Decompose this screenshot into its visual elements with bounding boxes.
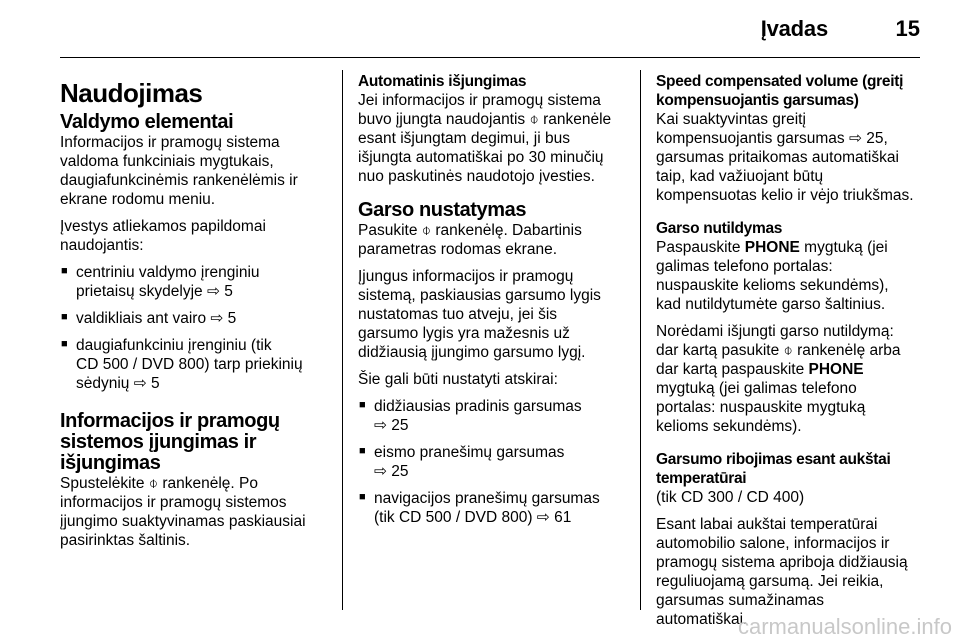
controls-heading: Valdymo elementai — [60, 111, 234, 133]
page-number: 15 — [895, 16, 920, 41]
watermark: carmanualsonline.info — [737, 614, 952, 639]
paragraph: Įjungus informacijos ir pramogų sistemą, paskiausias garsumo lygis nustatomas tuo atveju, jei šis garsumo lygis yra mažesnis už didžiausią įjungimo garsumo lygį. — [358, 268, 601, 361]
list-item: ■ eismo pranešimų garsumas ⇨ 25 — [358, 443, 630, 481]
text-run: mygtuką (jei galimas telefono portalas: nuspauskite mygtuką kelioms sekundėms). — [656, 380, 866, 435]
volume-list — [358, 397, 630, 527]
paragraph: Kai suaktyvintas greitį kompensuojantis garsumas ⇨ 25, garsumas pritaikomas automatiškai taip, kad važiuojant būtų kompensuotas kelio ir vėjo triukšmas. — [656, 111, 914, 204]
column-right — [656, 72, 956, 637]
column-divider — [342, 70, 343, 610]
list-item: ■ valdikliais ant vairo ⇨ 5 — [60, 309, 332, 328]
header-divider — [60, 57, 920, 58]
text-run: mygtuką (jei galimas telefono portalas: nuspauskite kelioms sekundėms), kad nutildytumėte garso šaltinius. — [656, 239, 889, 313]
temperature-heading: Garsumo ribojimas esant aukštai temperatūrai — [656, 451, 891, 487]
phone-button-label: PHONE — [744, 239, 800, 256]
column-left — [60, 72, 332, 558]
input-list — [60, 263, 332, 393]
paragraph: Pasukite ⌽ rankenėlę. Dabartinis parametras rodomas ekrane. — [358, 222, 582, 258]
list-item: ■ didžiausias pradinis garsumas ⇨ 25 — [358, 397, 630, 435]
power-heading: Informacijos ir pramogų sistemos įjungimas ir išjungimas — [60, 410, 280, 474]
scv-heading: Speed compensated volume (greitį kompensuojantis garsumas) — [656, 73, 904, 109]
paragraph: Šie gali būti nustatyti atskirai: — [358, 371, 558, 388]
mute-heading: Garso nutildymas — [656, 220, 783, 237]
paragraph: (tik CD 300 / CD 400) — [656, 489, 805, 506]
list-item: ■ centriniu valdymo įrenginiu prietaisų skydelyje ⇨ 5 — [60, 263, 332, 301]
paragraph: Įvestys atliekamos papildomai naudojantis: — [60, 218, 266, 254]
text-run: Paspauskite — [656, 239, 745, 256]
paragraph: Jei informacijos ir pramogų sistema buvo įjungta naudojantis ⌽ rankenėle esant išjungtam degimui, ji bus išjungta automatiškai po 30 minučių nuo paskutinės naudotojo įvesties. — [358, 92, 612, 185]
column-divider — [640, 70, 641, 610]
list-item: ■ navigacijos pranešimų garsumas (tik CD 500 / DVD 800) ⇨ 61 — [358, 489, 630, 527]
paragraph: Informacijos ir pramogų sistema valdoma funkciniais mygtukais, daugiafunkcinėmis rankenėlėmis ir ekrane rodomu meniu. — [60, 134, 298, 208]
phone-button-label: PHONE — [808, 361, 864, 378]
section-title: Įvadas — [760, 16, 828, 41]
paragraph — [656, 238, 956, 314]
auto-off-heading: Automatinis išjungimas — [358, 73, 527, 90]
column-middle — [358, 72, 630, 535]
chapter-heading: Naudojimas — [60, 78, 203, 108]
paragraph: Esant labai aukštai temperatūrai automobilio salone, informacijos ir pramogų sistema apriboja didžiausią reguliuojamą garsumą. Jei reikia, garsumas sumažinamas automatiškai. — [656, 516, 908, 628]
volume-heading: Garso nustatymas — [358, 199, 527, 221]
paragraph: Spustelėkite ⌽ rankenėlę. Po informacijos ir pramogų sistemos įjungimo suaktyvinamas paskiausiai pasirinktas šaltinis. — [60, 475, 306, 549]
list-item: ■ daugiafunkciniu įrenginiu (tik CD 500 / DVD 800) tarp priekinių sėdynių ⇨ 5 — [60, 336, 332, 393]
text-run: Norėdami išjungti garso nutildymą: dar kartą pasukite ⌽ rankenėlę arba dar kartą paspauskite — [656, 323, 901, 378]
paragraph — [656, 322, 956, 436]
